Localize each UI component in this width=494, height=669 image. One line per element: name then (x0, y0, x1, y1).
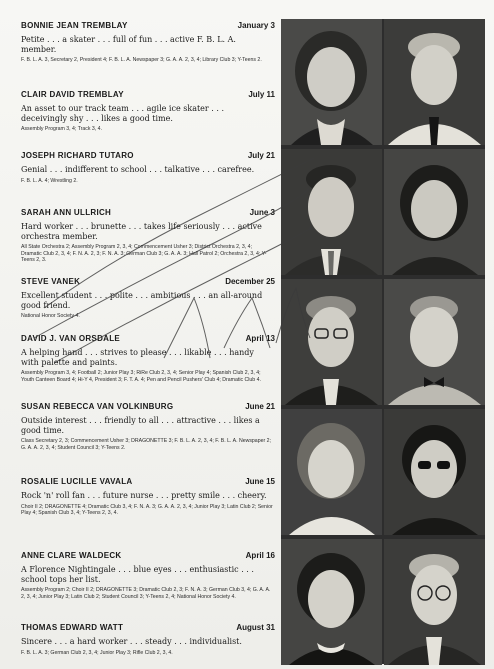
senior-entry (21, 90, 275, 133)
senior-entry (21, 623, 275, 656)
senior-description: Outside interest . . . friendly to all . . . attractive . . . likes a good time. (21, 416, 260, 435)
senior-name: THOMAS EDWARD WATT (21, 623, 124, 632)
senior-entry (21, 151, 275, 184)
senior-entry (21, 551, 275, 600)
portrait-photo-girl (384, 149, 485, 275)
senior-name: CLAIR DAVID TREMBLAY (21, 90, 124, 99)
senior-activities: All State Orchestra 2; Assembly Program 2, 3, 4; Commencement Usher 3; District Orchestra 2, 3, 4; Dramatic Club 2, 3, 4; F. N. A. 2, 3; F. N. A. 3; German Club 3; G. A. A. 3; Hall Patrol 2; Orchestra 2, 3, 4; Y-Teens 2, 3. (21, 244, 267, 264)
senior-name: SARAH ANN ULLRICH (21, 208, 112, 217)
senior-entry (21, 277, 275, 320)
senior-activities: Assembly Program 3, 4; Football 2; Junior Play 3; RiRe Club 2, 3, 4; Senior Play 4; Spanish Club 2, 3, 4; Youth Canteen Board 4; Hi-Y 4, President 3; F. T. A. 4; Pen and Pencil Pushers' Club 4; Dramatic Club 4. (21, 370, 261, 383)
senior-name: DAVID J. VAN ORSDALE (21, 334, 121, 343)
senior-activities: Choir II 2; DRAGONETTE 4; Dramatic Club 3, 4; F. N. A. 3; G. A. A. 2, 3, 4; Junior Play 3; Latin Club 2; Senior Play 4; Spanish Club 3, 4; Y-Teens 2, 3, 4. (21, 503, 273, 517)
senior-activities: F. B. L. A. 4; Wrestling 2. (21, 177, 78, 184)
senior-name: JOSEPH RICHARD TUTARO (21, 151, 134, 160)
portrait-photo-boy (384, 279, 485, 405)
senior-activities: F. B. L. A. 3, Secretary 2, President 4; F. B. L. A. Newspaper 3; G. A. A. 2, 3, 4; Library Club 3; Y-Teens 2. (21, 57, 262, 63)
senior-description: Genial . . . indifferent to school . . . talkative . . . carefree. (21, 165, 255, 174)
portrait-photo-boy (384, 539, 485, 665)
birth-date: June 15 (245, 477, 275, 486)
senior-entry (21, 334, 275, 383)
portrait-photo-boy (281, 149, 382, 275)
senior-name: STEVE VANEK (21, 277, 81, 286)
senior-description: Petite . . . a skater . . . full of fun . . . active F. B. L. A. member. (21, 35, 236, 54)
senior-activities: Assembly Program 3, 4; Track 3, 4. (21, 126, 103, 132)
senior-activities: Class Secretary 2, 3; Commencement Usher 3; DRAGONETTE 3; F. B. L. A. 2, 3, 4; F. B. L. A. Newspaper 2; G. A. A. 2, 3, 4; Student Council 3; Y-Teens 2. (21, 438, 271, 451)
portrait-grid (281, 19, 485, 664)
birth-date: January 3 (237, 21, 275, 30)
senior-description: Excellent student . . . polite . . . ambitious . . . an all-around good friend. (21, 291, 263, 310)
senior-entry (21, 477, 275, 517)
birth-date: June 21 (245, 402, 275, 411)
birth-date: December 25 (225, 277, 275, 286)
birth-date: June 3 (249, 208, 275, 217)
senior-name: SUSAN REBECCA VAN VOLKINBURG (21, 402, 174, 411)
senior-description: A Florence Nightingale . . . blue eyes . . . enthusiastic . . . school tops her list. (21, 565, 254, 584)
birth-date: April 16 (245, 551, 275, 560)
senior-activities: National Honor Society 4. (21, 313, 80, 319)
senior-name: ROSALIE LUCILLE VAVALA (21, 477, 133, 486)
portrait-photo-boy (281, 279, 382, 405)
senior-description: Sincere . . . a hard worker . . . steady . . . individualist. (21, 637, 242, 646)
senior-entry (21, 21, 275, 64)
senior-name: BONNIE JEAN TREMBLAY (21, 21, 128, 30)
senior-description: Hard worker . . . brunette . . . takes life seriously . . . active orchestra member. (21, 222, 262, 241)
birth-date: April 13 (245, 334, 275, 343)
senior-description: A helping hand . . . strives to please . . . likable . . . handy with palette and paints. (21, 348, 254, 367)
senior-activities: F. B. L. A. 3; German Club 2, 3, 4; Junior Play 3; Rifle Club 2, 3, 4. (21, 649, 173, 656)
senior-entry (21, 402, 275, 451)
birth-date: July 11 (248, 90, 275, 99)
senior-description: Rock 'n' roll fan . . . future nurse . . . pretty smile . . . cheery. (21, 491, 267, 500)
portrait-photo-girl (281, 409, 382, 535)
birth-date: August 31 (236, 623, 275, 632)
senior-entry (21, 208, 275, 264)
portrait-photo-boy (384, 19, 485, 145)
senior-name: ANNE CLARE WALDECK (21, 551, 122, 560)
portrait-photo-girl (281, 19, 382, 145)
birth-date: July 21 (247, 151, 275, 160)
portrait-photo-girl (281, 539, 382, 665)
portrait-photo-girl (384, 409, 485, 535)
senior-activities: Assembly Program 2; Choir II 2; DRAGONETTE 3; Dramatic Club 2, 3; F. N. A. 3; German Club 3, 4; G. A. A. 2, 3, 4; Junior Play 3; Latin Club 2; Student Council 3; Y-Teens 2, 4; National Honor Society 4. (21, 587, 271, 600)
senior-description: An asset to our track team . . . agile ice skater . . . deceivingly shy . . . likes a good time. (21, 104, 224, 123)
